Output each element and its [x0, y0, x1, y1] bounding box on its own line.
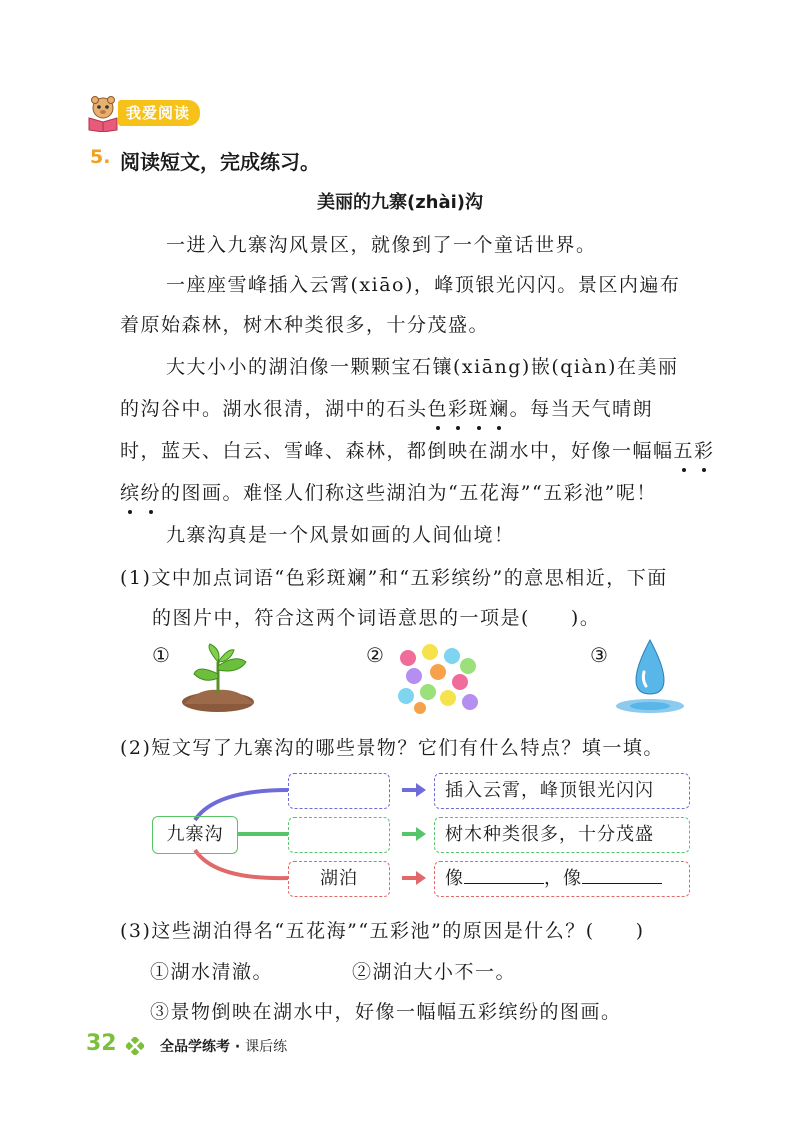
water-drop-icon[interactable] — [612, 636, 690, 716]
feature-box-1 — [434, 773, 690, 809]
q2-prompt: (2)短文写了九寨沟的哪些景物？它们有什么特点？填一填。 — [120, 737, 664, 759]
dotted-char: 彩 — [694, 436, 715, 463]
lake-label: 湖泊 — [320, 868, 358, 889]
dotted-char: 斓 — [489, 394, 510, 421]
text-segment: 的沟谷中。湖水很清，湖中的石头 — [120, 398, 428, 420]
footer-brand — [160, 1036, 287, 1056]
brand-name: 全品学练考 — [160, 1039, 230, 1055]
q3-option-1: ①湖水清澈。 — [150, 961, 274, 983]
passage-paragraph-3-line-1: 大大小小的湖泊像一颗颗宝石镶(xiāng)嵌(qiàn)在美丽 — [166, 356, 679, 378]
reading-mascot-icon — [86, 96, 120, 132]
option-marker-2: ② — [366, 643, 384, 667]
answer-blank-line[interactable] — [464, 865, 544, 884]
text-segment: 时，蓝天、白云、雪峰、森林，都倒映在湖水中，好像一幅幅 — [120, 440, 674, 462]
passage-title: 美丽的九寨(zhài)沟 — [316, 192, 484, 213]
scenery-blank-1[interactable] — [288, 773, 390, 809]
q3-option-3: ③景物倒映在湖水中，好像一幅幅五彩缤纷的图画。 — [150, 1001, 622, 1023]
text-segment: ，像 — [544, 868, 582, 889]
passage-paragraph-4: 九寨沟真是一个风景如画的人间仙境！ — [166, 524, 515, 546]
clover-diamond-icon — [126, 1037, 144, 1055]
brand-sub: 课后练 — [245, 1039, 288, 1055]
passage-paragraph-2-line-2: 着原始森林，树木种类很多，十分茂盛。 — [120, 314, 490, 336]
passage-paragraph-1: 一进入九寨沟风景区，就像到了一个童话世界。 — [166, 234, 597, 256]
question-prompt: 阅读短文，完成练习。 — [120, 150, 320, 174]
dotted-char: 色 — [428, 394, 449, 421]
q1-prompt-line-1: (1)文中加点词语“色彩斑斓”和“五彩缤纷”的意思相近，下面 — [120, 567, 668, 589]
colorful-balls-icon[interactable] — [394, 640, 480, 715]
feature-box-3[interactable] — [434, 861, 690, 897]
passage-paragraph-3-line-4 — [120, 478, 657, 505]
text-segment: 像 — [445, 868, 464, 889]
dotted-char: 五 — [674, 436, 695, 463]
passage-paragraph-3-line-2 — [120, 394, 653, 421]
feature-text: 插入云霄，峰顶银光闪闪 — [445, 780, 654, 801]
section-badge: 我爱阅读 — [118, 100, 200, 126]
text-segment: 。每当天气晴朗 — [509, 398, 654, 420]
option-marker-1: ① — [152, 643, 170, 667]
q1-prompt-line-2: 的图片中，符合这两个词语意思的一项是( )。 — [152, 607, 601, 629]
scenery-blank-2[interactable] — [288, 817, 390, 853]
feature-text: 树木种类很多，十分茂盛 — [445, 824, 654, 845]
passage-paragraph-3-line-3 — [120, 436, 715, 463]
question-number: 5. — [90, 146, 111, 168]
dotted-char: 斑 — [469, 394, 490, 421]
mind-map-center-label: 九寨沟 — [166, 824, 224, 845]
q3-prompt: (3)这些湖泊得名“五花海”“五彩池”的原因是什么？( ) — [120, 920, 645, 942]
text-segment: 的图画。难怪人们称这些湖泊为“五花海”“五彩池”呢！ — [161, 482, 657, 504]
dotted-char: 彩 — [448, 394, 469, 421]
page-number: 32 — [86, 1031, 117, 1056]
feature-box-2 — [434, 817, 690, 853]
answer-blank-line[interactable] — [582, 865, 662, 884]
separator: · — [234, 1039, 241, 1055]
option-marker-3: ③ — [590, 643, 608, 667]
scenery-lake-box — [288, 861, 390, 897]
mind-map-center — [152, 816, 238, 854]
feature-fill-text — [435, 862, 689, 895]
sprout-in-soil-icon[interactable] — [180, 640, 260, 715]
dotted-char: 纷 — [141, 478, 162, 505]
q3-option-2: ②湖泊大小不一。 — [352, 961, 517, 983]
dotted-char: 缤 — [120, 478, 141, 505]
passage-paragraph-2-line-1: 一座座雪峰插入云霄(xiāo)，峰顶银光闪闪。景区内遍布 — [166, 274, 681, 296]
